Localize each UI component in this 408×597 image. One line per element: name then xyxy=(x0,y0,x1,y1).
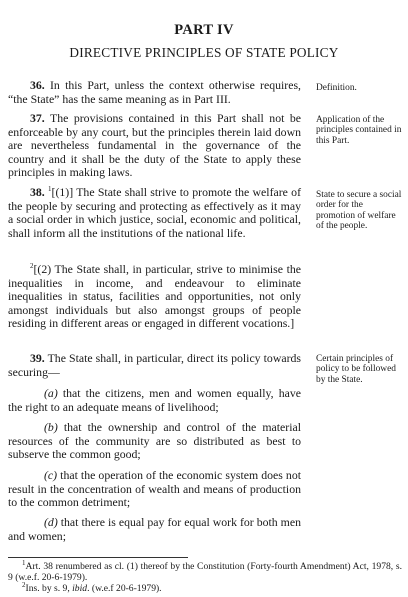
clause-text: [(2) The State shall, in particular, strive to minimise the inequalities in income, and endeavour to eliminate inequalities in status, facilities and opportunities, not only amongst individuals but also amongst groups of people residing in different areas or engaged in different vocations.] xyxy=(8,262,301,331)
clause-text: that there is equal pay for equal work for both men and women; xyxy=(8,515,301,543)
article-38-clause-1 xyxy=(8,186,301,240)
article-39 xyxy=(8,352,301,379)
footnote-2 xyxy=(8,583,402,594)
clause-text: that the citizens, men and women equally, have the right to an adequate means of livelihood; xyxy=(8,386,301,414)
footnote-text: Art. 38 renumbered as cl. (1) thereof by the Constitution (Forty-fourth Amendment) Act, 1978, s. 9 (w.e.f. 20-6-1979). xyxy=(8,561,402,584)
clause-text: [(1)] The State shall strive to promote the welfare of the people by securing and protecting as effectively as it may a social order in which justice, social, economic and political, shall inform all the institutions of the national life. xyxy=(8,185,302,240)
footnote-mark: 2 xyxy=(22,581,26,590)
footnote-1 xyxy=(8,558,402,584)
article-36 xyxy=(8,79,301,106)
clause-label: (d) xyxy=(44,515,58,529)
clause-c xyxy=(8,469,301,510)
margin-note-38: State to secure a social order for the promotion of welfare of the people. xyxy=(316,190,402,232)
footnote-ref-1: 1 xyxy=(48,185,52,194)
footnote-ibid: ibid xyxy=(72,583,88,595)
part-heading: PART IV xyxy=(174,22,234,38)
footnote-text: Ins. by s. 9, xyxy=(25,583,73,595)
clause-label: (c) xyxy=(44,468,58,482)
clause-b xyxy=(8,421,301,462)
clause-label: (b) xyxy=(44,420,58,434)
article-text: The provisions contained in this Part shall not be enforceable by any court, but the principles therein laid down are nevertheless fundamental in the governance of the country and it shall be the duty of the State to apply these principles in making laws. xyxy=(8,111,301,180)
clause-a xyxy=(8,387,301,414)
footnotes xyxy=(8,558,402,595)
article-number: 36. xyxy=(30,78,45,92)
clause-label: (a) xyxy=(44,386,58,400)
clause-d xyxy=(8,516,301,543)
footnote-divider xyxy=(8,557,188,558)
article-text: In this Part, unless the context otherwise requires, “the State” has the same meaning as in Part III. xyxy=(8,78,301,106)
margin-note-36: Definition. xyxy=(316,83,357,93)
article-number: 39. xyxy=(30,351,45,365)
clause-text: that the operation of the economic system does not result in the concentration of wealth and means of production to the common detriment; xyxy=(8,468,301,510)
article-38-clause-2 xyxy=(8,263,301,331)
article-37 xyxy=(8,112,301,180)
footnote-mark: 1 xyxy=(22,558,26,567)
footnote-text-end: . (w.e.f 20-6-1979). xyxy=(87,583,162,595)
footnote-ref-2: 2 xyxy=(30,262,34,271)
part-title: DIRECTIVE PRINCIPLES OF STATE POLICY xyxy=(69,45,339,60)
article-text: The State shall, in particular, direct its policy towards securing— xyxy=(8,351,301,379)
margin-note-39: Certain principles of policy to be followed by the State. xyxy=(316,354,396,385)
article-number: 38. xyxy=(30,185,45,199)
article-number: 37. xyxy=(30,111,45,125)
clause-text: that the ownership and control of the material resources of the community are so distributed as best to subserve the common good; xyxy=(8,420,301,462)
margin-note-37: Application of the principles contained in this Part. xyxy=(316,115,402,146)
